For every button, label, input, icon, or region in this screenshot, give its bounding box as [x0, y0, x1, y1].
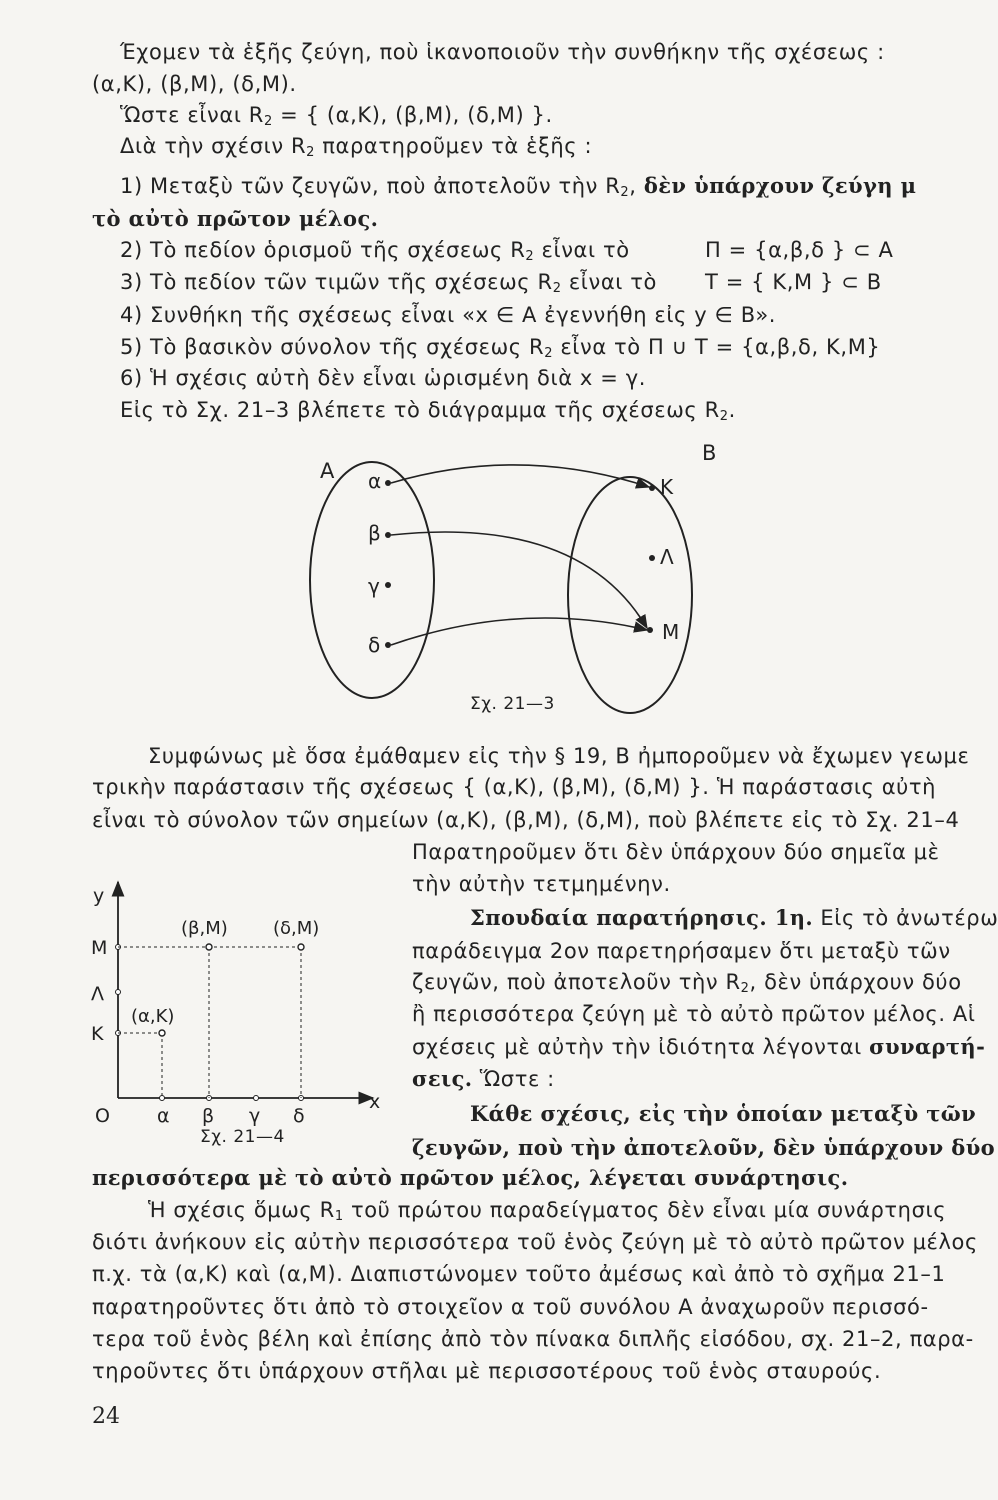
page-number: 24	[92, 1404, 120, 1429]
text-line: τρικὴν παράστασιν τῆς σχέσεως { (α,Κ), (β,Μ), (δ,Μ) }. Ἡ παράστασις αὐτὴ	[92, 775, 937, 799]
text-line: τὸ αὐτὸ πρῶτον μέλος.	[92, 206, 379, 231]
point-delta	[385, 642, 391, 648]
point-label-beta-m: (β,M)	[181, 918, 228, 939]
point-beta-m	[206, 944, 212, 950]
text-line: σεις. Ὥστε :	[412, 1066, 555, 1091]
element-delta: δ	[368, 633, 381, 657]
x-tick-gamma-mark	[254, 1096, 259, 1101]
text-line: Κάθε σχέσις, εἰς τὴν ὁποίαν μεταξὺ τῶν	[470, 1101, 977, 1126]
set-a-label: A	[320, 459, 335, 483]
point-alpha	[385, 480, 391, 486]
text-line: Τ = { Κ,Μ } ⊂ Β	[705, 270, 882, 294]
text-line: παρατηροῦντες ὅτι ἀπὸ τὸ στοιχεῖον α τοῦ συνόλου Α ἀναχωροῦν περισσό-	[92, 1295, 929, 1319]
x-tick-alpha: α	[157, 1105, 170, 1127]
arrow-beta-m	[391, 532, 647, 628]
text-line: εἶναι τὸ σύνολον τῶν σημείων (α,Κ), (β,Μ), (δ,Μ), ποὺ βλέπετε εἰς τὸ Σχ. 21–4	[92, 808, 960, 832]
text-line: 5) Τὸ βασικὸν σύνολον τῆς σχέσεως $R_2$ εἶνα τὸ Π ∪ Τ = {α,β,δ, Κ,Μ}	[120, 335, 881, 361]
text-line: Εἰς τὸ Σχ. 21–3 βλέπετε τὸ διάγραμμα τῆς σχέσεως $R_2$.	[120, 398, 736, 424]
element-beta: β	[368, 521, 381, 545]
point-beta	[385, 532, 391, 538]
point-lambda	[649, 555, 655, 561]
text-line: 4) Συνθήκη τῆς σχέσεως εἶναι «x ∈ A ἐγεννήθη εἰς y ∈ B».	[120, 303, 777, 327]
point-label-delta-m: (δ,M)	[273, 918, 320, 939]
x-tick-gamma: γ	[249, 1105, 261, 1127]
text-line: διότι ἀνήκουν εἰς αὐτὴν περισσότερα τοῦ ἑνὸς ζεύγη μὲ τὸ αὐτὸ πρῶτον μέλος	[92, 1230, 978, 1254]
y-tick-lambda: Λ	[91, 983, 104, 1005]
text-line: 1) Μεταξὺ τῶν ζευγῶν, ποὺ ἀποτελοῦν τὴν $R_2$, δὲν ὑπάρχουν ζεύγη μ	[120, 173, 917, 200]
text-line: Ἡ σχέσις ὅμως $R_1$ τοῦ πρώτου παραδείγματος δὲν εἶναι μία συνάρτησις	[148, 1198, 947, 1224]
text-line: ζευγῶν, ποὺ τὴν ἀποτελοῦν, δὲν ὑπάρχουν δύο	[412, 1135, 996, 1160]
text-line: ἢ περισσότερα ζεύγη μὲ τὸ αὐτὸ πρῶτον μέλος. Αἱ	[412, 1002, 976, 1026]
text-line: Σπουδαία παρατήρησις. 1η. Εἰς τὸ ἀνωτέρω	[470, 905, 998, 930]
y-axis-label: y	[93, 885, 105, 907]
set-b-label: B	[702, 441, 717, 465]
text-line: τηροῦντες ὅτι ὑπάρχουν στῆλαι μὲ περισσοτέρους τοῦ ἑνὸς σταυρούς.	[92, 1359, 882, 1383]
figure-caption: Σχ. 21—3	[470, 694, 555, 714]
figure-caption: Σχ. 21—4	[200, 1127, 285, 1147]
set-b-ellipse	[568, 477, 692, 713]
point-k	[649, 485, 655, 491]
text-line: τὴν αὐτὴν τετμημένην.	[412, 872, 671, 896]
y-tick-k: K	[91, 1023, 104, 1045]
origin-label: O	[95, 1105, 110, 1127]
text-line: ζευγῶν, ποὺ ἀποτελοῦν τὴν $R_2$, δὲν ὑπάρχουν δύο	[412, 970, 962, 996]
text-line: τερα τοῦ ἑνὸς βέλη καὶ ἐπίσης ἀπὸ τὸν πίνακα διπλῆς εἰσόδου, σχ. 21–2, παρα-	[92, 1327, 974, 1351]
text-line: Ὥστε εἶναι $R_2$ = { (α,Κ), (β,Μ), (δ,Μ) }.	[120, 103, 553, 129]
text-line: (α,Κ), (β,Μ), (δ,Μ).	[92, 72, 297, 96]
text-line: π.χ. τὰ (α,Κ) καὶ (α,Μ). Διαπιστώνομεν τοῦτο ἀμέσως καὶ ἀπὸ τὸ σχῆμα 21–1	[92, 1262, 946, 1286]
text-line: Παρατηροῦμεν ὅτι δὲν ὑπάρχουν δύο σημεῖα μὲ	[412, 840, 940, 864]
figure-21-3	[300, 440, 740, 730]
text-line: 6) Ἡ σχέσις αὐτὴ δὲν εἶναι ὡρισμένη διὰ x = γ.	[120, 366, 647, 390]
text-line: Διὰ τὴν σχέσιν $R_2$ παρατηροῦμεν τὰ ἑξῆς :	[120, 134, 593, 160]
element-lambda: Λ	[660, 545, 674, 569]
text-line: σχέσεις μὲ αὐτὴν τὴν ἰδιότητα λέγονται συναρτή-	[412, 1034, 986, 1059]
element-alpha: α	[368, 469, 382, 493]
text-line: 3) Τὸ πεδίον τῶν τιμῶν τῆς σχέσεως $R_2$ εἶναι τὸ	[120, 270, 657, 296]
x-axis-label: x	[369, 1091, 381, 1113]
element-k: K	[660, 475, 674, 499]
text-line: παράδειγμα 2ον παρετηρήσαμεν ὅτι μεταξὺ τῶν	[412, 939, 951, 963]
point-label-alpha-k: (α,K)	[131, 1006, 175, 1027]
element-m: M	[662, 620, 680, 644]
point-alpha-k	[159, 1030, 165, 1036]
point-m	[647, 627, 653, 633]
point-gamma	[385, 582, 391, 588]
text-line: Συμφώνως μὲ ὅσα ἐμάθαμεν εἰς τὴν § 19, Β ἠμποροῦμεν νὰ ἔχωμεν γεωμε	[148, 744, 970, 768]
text-line: Έχομεν τὰ ἑξῆς ζεύγη, ποὺ ἱκανοποιοῦν τὴν συνθήκην τῆς σχέσεως :	[120, 40, 885, 64]
y-tick-lambda-mark	[116, 990, 121, 995]
point-delta-m	[298, 944, 304, 950]
y-tick-m: M	[91, 937, 108, 959]
x-tick-beta: β	[202, 1105, 215, 1127]
element-gamma: γ	[368, 574, 380, 598]
text-line: περισσότερα μὲ τὸ αὐτὸ πρῶτον μέλος, λέγεται συνάρτησις.	[92, 1165, 849, 1190]
x-tick-delta: δ	[293, 1105, 305, 1127]
figure-21-4	[85, 870, 410, 1130]
text-line: Π = {α,β,δ } ⊂ Α	[705, 238, 894, 262]
text-line: 2) Τὸ πεδίον ὁρισμοῦ τῆς σχέσεως $R_2$ εἶναι τὸ	[120, 238, 630, 264]
